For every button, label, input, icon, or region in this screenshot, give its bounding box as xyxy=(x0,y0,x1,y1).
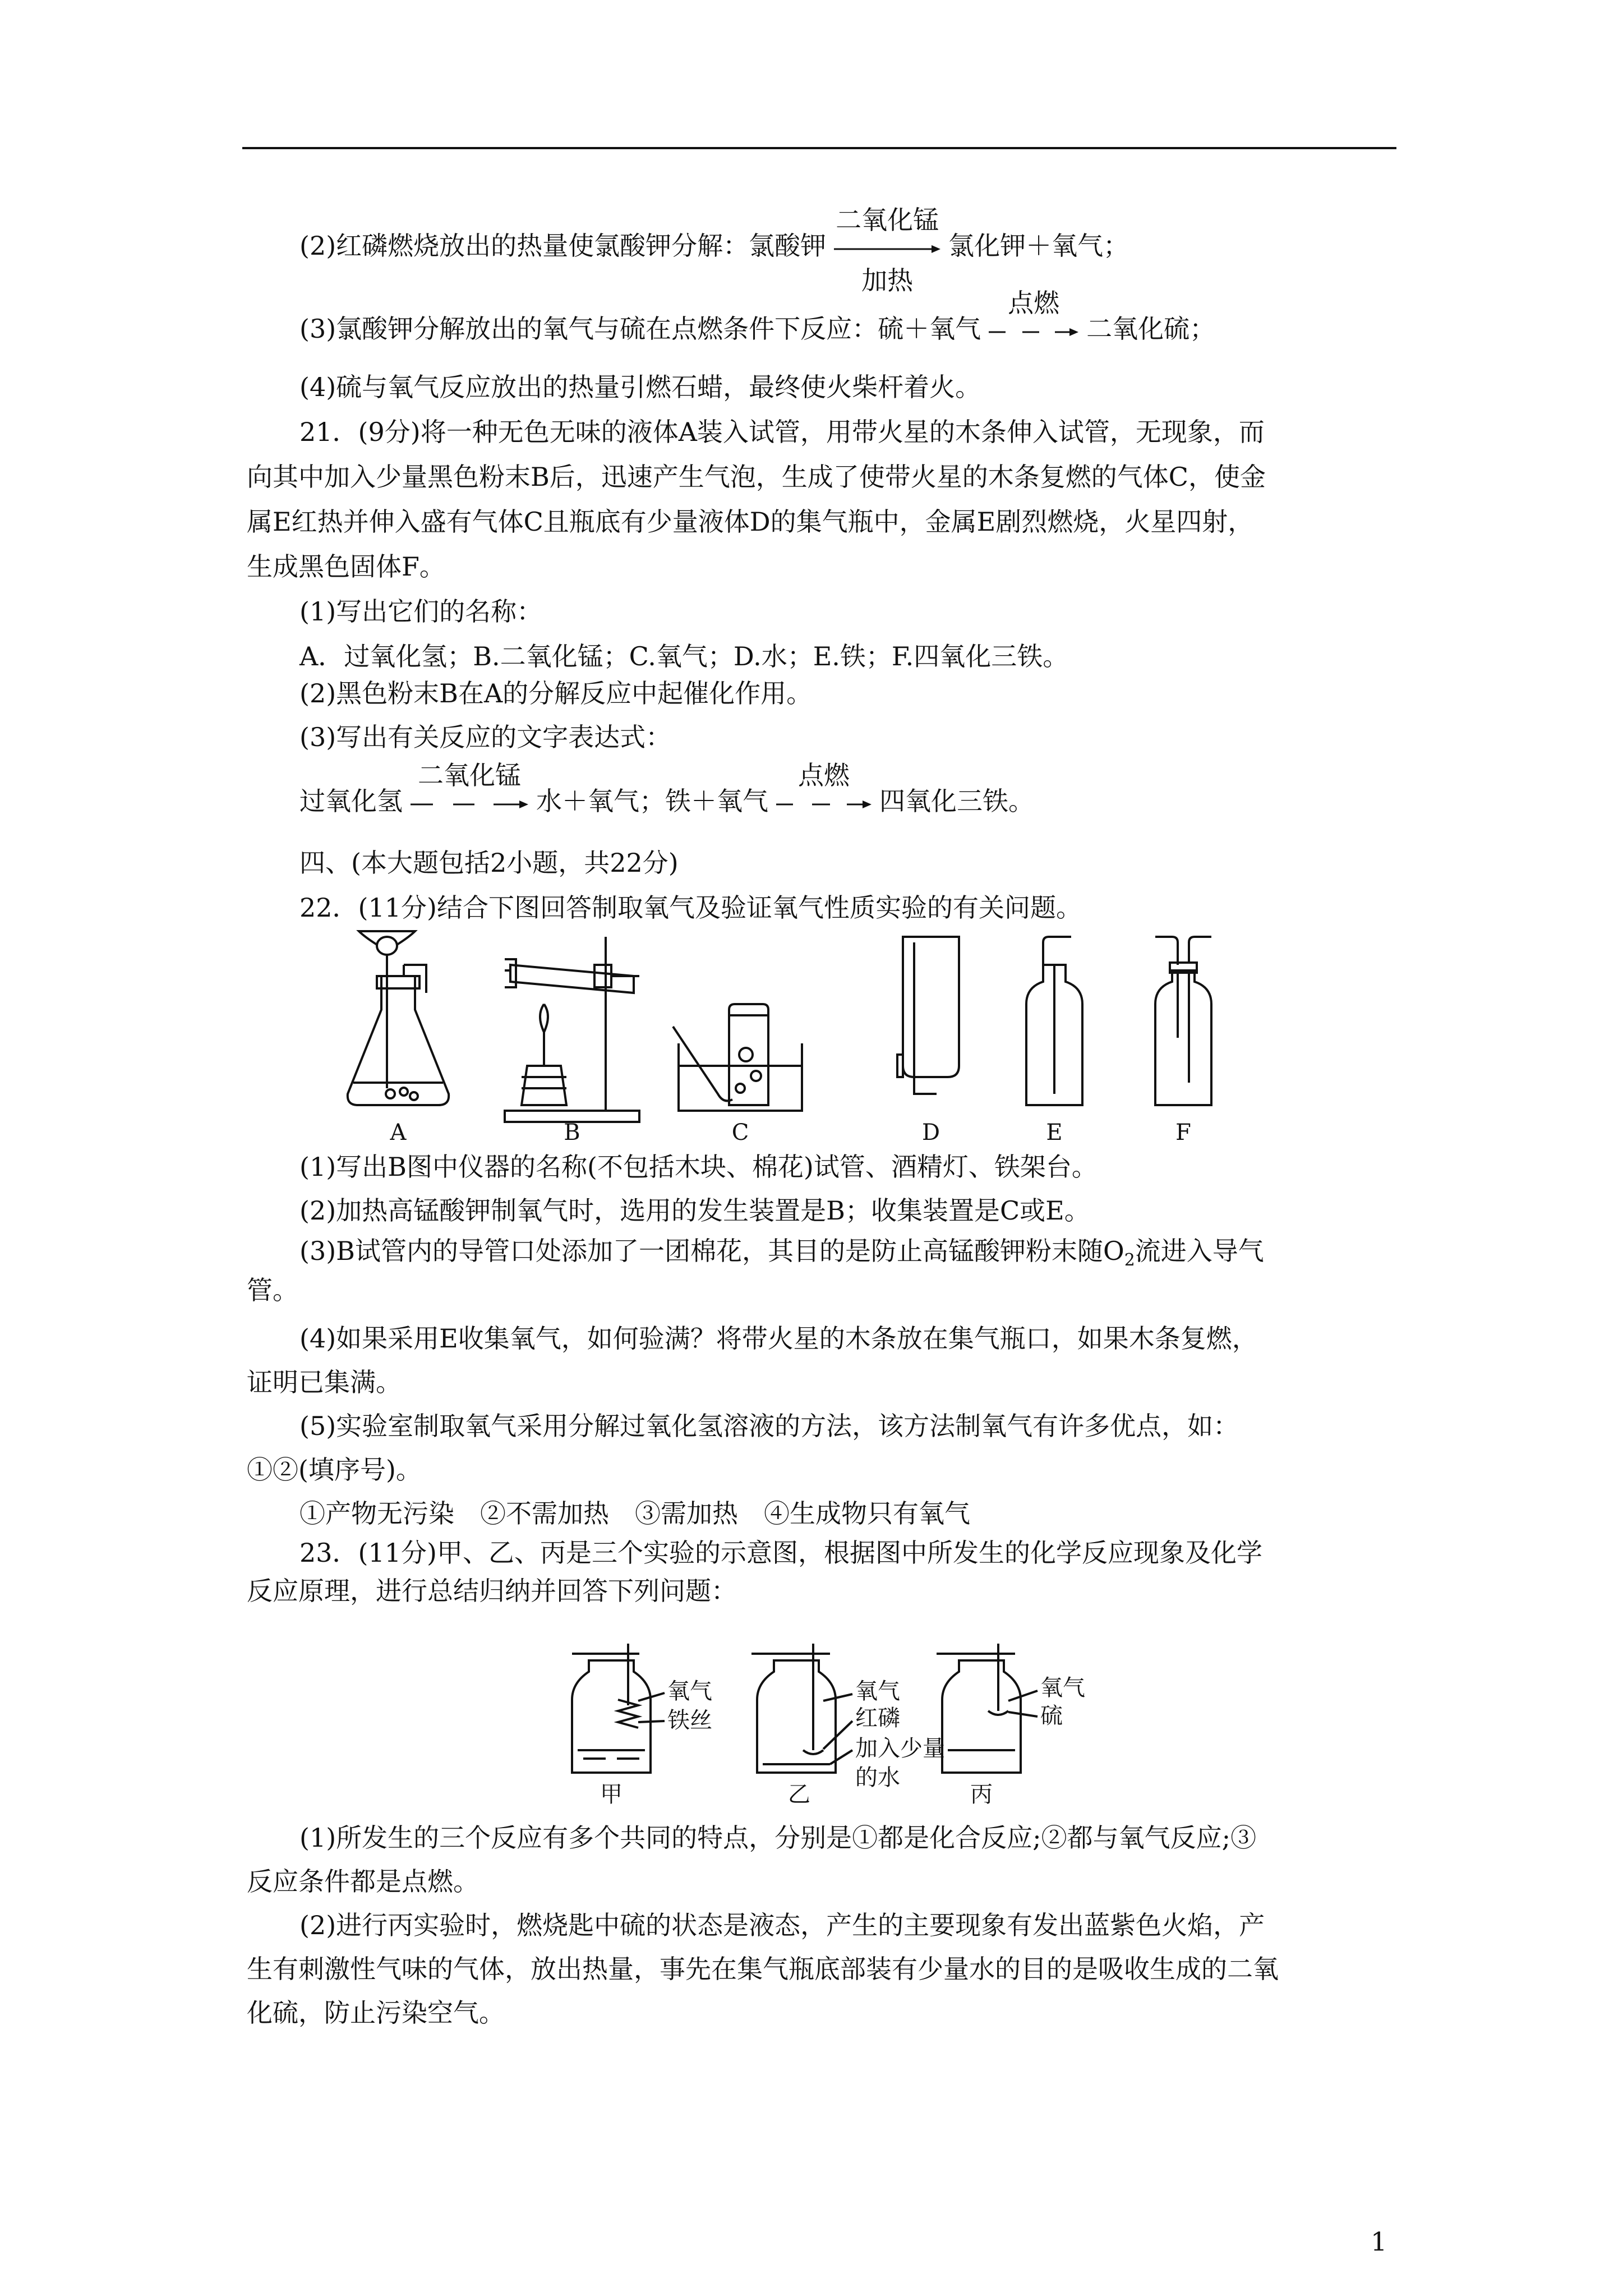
yi-water-label-2: 的水 xyxy=(855,1765,900,1791)
jia-caption: 甲 xyxy=(600,1782,623,1807)
flask-a-apparatus xyxy=(348,931,449,1105)
reaction-arrow: 二氧化锰 加热 xyxy=(834,243,940,255)
jar-d-apparatus xyxy=(897,937,959,1094)
jar-yi xyxy=(751,1644,852,1773)
q21-equations: 过氧化氢 二氧化锰 水＋氧气；铁＋氧气 点燃 四氧化三铁。 xyxy=(299,760,1034,816)
q22-options: ①产物无污染 ②不需加热 ③需加热 ④生成物只有氧气 xyxy=(299,1498,970,1529)
q22-sub-4-cont: 证明已集满。 xyxy=(247,1367,402,1397)
stand-b-apparatus xyxy=(505,937,639,1122)
bing-caption: 丙 xyxy=(970,1782,993,1807)
q23-sub-2: (2)进行丙实验时，燃烧匙中硫的状态是液态，产生的主要现象有发出蓝紫色火焰，产 xyxy=(299,1910,1265,1940)
combustion-figure xyxy=(566,1638,1116,1818)
apparatus-figure xyxy=(342,926,1363,1144)
q23-sub-2-cont: 生有刺激性气味的气体，放出热量，事先在集气瓶底部装有少量水的目的是吸收生成的二氧 xyxy=(247,1954,1279,1984)
yi-oxygen-label: 氧气 xyxy=(855,1678,900,1704)
q22-sub-4: (4)如果采用E收集氧气，如何验满？将带火星的木条放在集气瓶口，如果木条复燃， xyxy=(299,1323,1258,1354)
q21-line-3: 属E红热并伸入盛有气体C且瓶底有少量液体D的集气瓶中，金属E剧烈燃烧，火星四射， xyxy=(247,507,1254,537)
q22-line-1: 22．(11分)结合下图回答制取氧气及验证氧气性质实验的有关问题。 xyxy=(299,892,1082,923)
reaction-arrow: 点燃 xyxy=(989,326,1078,338)
jia-iron-label: 铁丝 xyxy=(667,1708,712,1733)
jia-oxygen-label: 氧气 xyxy=(667,1678,712,1704)
yi-caption: 乙 xyxy=(788,1782,810,1807)
q22-sub-5-cont: ①②(填序号)。 xyxy=(247,1455,422,1485)
bottle-e-apparatus xyxy=(1026,937,1082,1105)
reaction-arrow: 点燃 xyxy=(776,799,872,810)
header-rule xyxy=(242,147,1396,149)
jar-bing xyxy=(937,1644,1038,1773)
q20-line-4: (4)硫与氧气反应放出的热量引燃石蜡，最终使火柴杆着火。 xyxy=(299,372,981,402)
reaction-arrow: 二氧化锰 xyxy=(411,799,528,810)
label-c: C xyxy=(731,1120,749,1144)
q22-sub-3: (3)B试管内的导管口处添加了一团棉花，其目的是防止高锰酸钾粉末随$O_2$流进入导气 xyxy=(299,1236,1264,1271)
q20-line-2: (2)红磷燃烧放出的热量使氯酸钾分解：氯酸钾 二氧化锰 加热 氯化钾＋氧气； xyxy=(299,205,1129,296)
label-d: D xyxy=(921,1120,940,1144)
q21-line-2: 向其中加入少量黑色粉末B后，迅速产生气泡，生成了使带火星的木条复燃的气体C，使金 xyxy=(247,462,1266,492)
label-e: E xyxy=(1046,1120,1063,1144)
q21-sub-3: (3)写出有关反应的文字表达式： xyxy=(299,722,672,752)
yi-phosphorus-label: 红磷 xyxy=(855,1705,900,1731)
q22-sub-2: (2)加热高锰酸钾制氧气时，选用的发生装置是B；收集装置是C或E。 xyxy=(299,1195,1090,1226)
q22-sub-1: (1)写出B图中仪器的名称(不包括木块、棉花)试管、酒精灯、铁架台。 xyxy=(299,1152,1098,1182)
section-heading: 四、(本大题包括2小题，共22分) xyxy=(299,848,679,878)
figure-labels xyxy=(390,1120,1191,1144)
bottle-f-apparatus xyxy=(1155,937,1211,1105)
label-f: F xyxy=(1175,1120,1191,1144)
bing-sulfur-label: 硫 xyxy=(1040,1703,1063,1729)
label-b: B xyxy=(564,1120,580,1144)
q21-sub-1: (1)写出它们的名称： xyxy=(299,596,543,627)
yi-water-label-1: 加入少量 xyxy=(855,1736,945,1761)
bing-oxygen-label: 氧气 xyxy=(1040,1675,1085,1701)
q20-line-3: (3)氯酸钾分解放出的氧气与硫在点燃条件下反应：硫＋氧气 点燃 二氧化硫； xyxy=(299,288,1216,344)
q21-sub-1-answer: A．过氧化氢；B.二氧化锰；C.氧气；D.水；E.铁；F.四氧化三铁。 xyxy=(299,641,1069,671)
q23-sub-1-cont: 反应条件都是点燃。 xyxy=(247,1866,479,1897)
q21-line-1: 21．(9分)将一种无色无味的液体A装入试管，用带火星的木条伸入试管，无现象，而 xyxy=(299,417,1265,447)
page-number: 1 xyxy=(1371,2226,1387,2257)
q23-sub-1: (1)所发生的三个反应有多个共同的特点，分别是①都是化合反应;②都与氧气反应;③ xyxy=(299,1823,1257,1853)
trough-c-apparatus xyxy=(673,1004,802,1111)
q21-sub-2: (2)黑色粉末B在A的分解反应中起催化作用。 xyxy=(299,678,813,708)
label-a: A xyxy=(390,1120,407,1144)
q23-line-2: 反应原理，进行总结归纳并回答下列问题： xyxy=(247,1576,737,1606)
q22-sub-5: (5)实验室制取氧气采用分解过氧化氢溶液的方法，该方法制氧气有许多优点，如： xyxy=(299,1411,1239,1441)
q23-line-1: 23．(11分)甲、乙、丙是三个实验的示意图，根据图中所发生的化学反应现象及化学 xyxy=(299,1538,1262,1568)
q23-sub-2-cont2: 化硫，防止污染空气。 xyxy=(247,1998,505,2028)
q21-line-4: 生成黑色固体F。 xyxy=(247,551,445,582)
q22-sub-3-cont: 管。 xyxy=(247,1275,298,1305)
jar-jia xyxy=(572,1644,665,1773)
